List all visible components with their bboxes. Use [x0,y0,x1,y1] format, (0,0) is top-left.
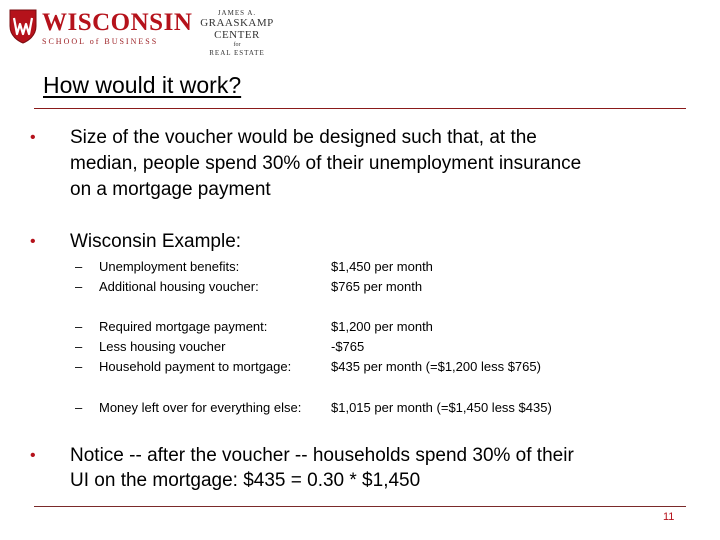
en-dash: – [75,259,83,274]
logo-subtitle: SCHOOL of BUSINESS [42,37,159,46]
example-value: $1,450 per month [331,259,433,274]
example-value: $1,015 per month (=$1,450 less $435) [331,400,552,415]
uw-crest-icon [8,8,38,44]
logo-wordmark: WISCONSIN [42,9,193,36]
center-line-2: GRAASKAMP CENTER [200,17,274,41]
bullet-dot: • [30,129,36,146]
example-label: Additional housing voucher: [99,279,259,294]
center-line-1: JAMES A. [217,9,257,17]
example-label: Money left over for everything else: [99,400,302,415]
bullet-line: UI on the mortgage: $435 = 0.30 * $1,450 [70,470,421,491]
bullet-line: on a mortgage payment [70,179,271,200]
bullet-line: Notice -- after the voucher -- households spend 30% of their [70,445,574,466]
example-value: -$765 [331,339,365,354]
bullet-line: Size of the voucher would be designed such that, at the [70,127,537,148]
example-label: Unemployment benefits: [99,259,240,274]
en-dash: – [75,359,83,374]
en-dash: – [75,400,83,415]
center-line-3: for [233,42,241,48]
example-label: Household payment to mortgage: [99,359,292,374]
title-divider [34,108,686,109]
bullet-dot: • [30,447,36,464]
bullet-line: Wisconsin Example: [70,231,242,252]
example-value: $1,200 per month [331,319,433,334]
slide-title: How would it work? [43,72,242,98]
slide-header [0,0,720,57]
bullet-line: median, people spend 30% of their unemployment insurance [70,153,582,174]
center-line-4: REAL ESTATE [209,49,265,57]
example-label: Less housing voucher [99,339,226,354]
graaskamp-logo [182,9,292,57]
example-label: Required mortgage payment: [99,319,268,334]
en-dash: – [75,279,83,294]
page-number: 11 [663,511,675,523]
example-value: $765 per month [331,279,423,294]
en-dash: – [75,339,83,354]
example-value: $435 per month (=$1,200 less $765) [331,359,541,374]
en-dash: – [75,319,83,334]
bullet-dot: • [30,233,36,250]
footer-divider [34,506,686,507]
uw-logo [42,10,192,46]
